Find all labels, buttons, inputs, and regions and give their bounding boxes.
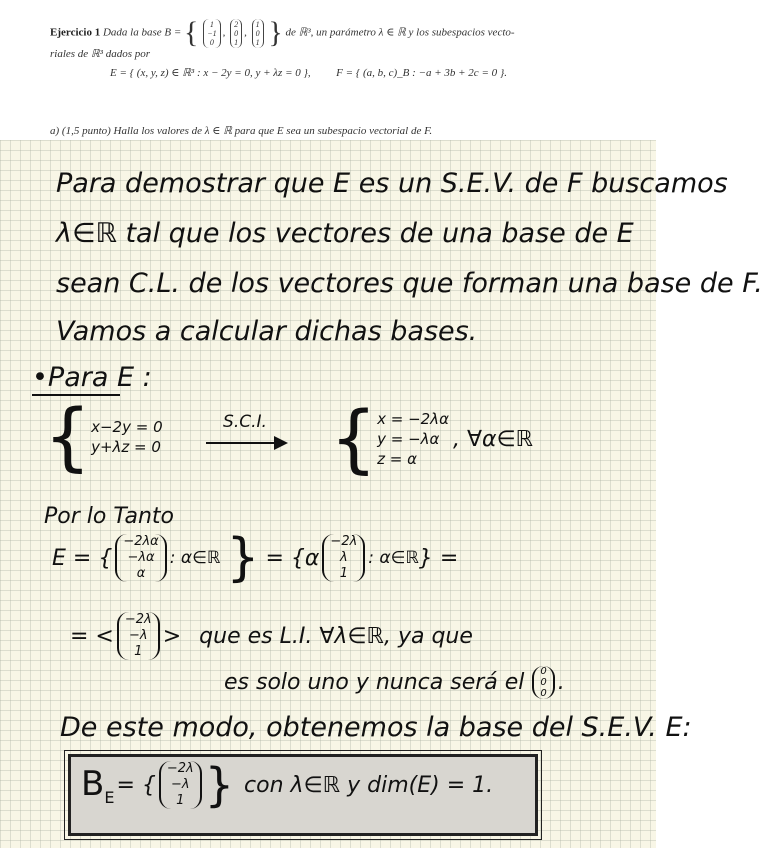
sci-label: S.C.I. [223, 412, 267, 432]
result-tail: con λ∈ℝ y dim(E) = 1. [244, 772, 494, 798]
E-condition-1: : α∈ℝ [169, 548, 221, 568]
li-reason [224, 666, 565, 699]
span-open: = < [70, 623, 114, 649]
close-brace-1: } [226, 528, 260, 588]
statement-intro: Dada la base [102, 26, 162, 39]
por-lo-tanto: Por lo Tanto [44, 504, 174, 529]
li-end: . [557, 670, 565, 695]
para-E-heading: •Para E : [32, 362, 152, 393]
E-vector-param: −2λα −λα α [115, 534, 166, 582]
span-vector: −2λ −λ 1 [117, 612, 160, 660]
equation-system [44, 394, 163, 480]
system-brace: { [44, 394, 92, 480]
li-reason-text: es solo uno y nunca será el [224, 670, 525, 695]
zero-vector: 0 0 0 [532, 666, 554, 699]
solution-x: x = −2λα [377, 410, 449, 428]
result-box [68, 754, 538, 836]
span-close: > [162, 623, 182, 649]
E-eq-end: } = [418, 545, 459, 571]
result-eq: = { [116, 772, 156, 798]
equation-1: x−2y = 0 [91, 418, 163, 436]
solution-y: y = −λα [377, 430, 440, 448]
E-eq-mid: = {α [265, 545, 320, 571]
sci-arrow [206, 412, 284, 444]
E-vector-factored: −2λ λ 1 [322, 534, 365, 582]
F-definition: F = { (a, b, c)_B : −a + 3b + 2c = 0 }. [336, 67, 508, 79]
handwritten-notes [0, 140, 763, 848]
basis-result [81, 758, 494, 812]
statement-line-1: Ejercicio 1 Dada la base B = { 1 −1 0 , 2 0 1 , 1 0 1 } de ℝ³, un parámetro λ ∈ ℝ y los subespacios vecto- [50, 16, 515, 49]
question-a: a) (1,5 punto) Halla los valores de λ ∈ ℝ para que E sea un subespacio vectorial de F. [50, 125, 433, 137]
basis-vector-2: 2 0 1 [230, 19, 242, 48]
open-brace: { [184, 16, 199, 49]
solution-brace: { [330, 396, 378, 482]
basis-vector-3: 1 0 1 [252, 19, 264, 48]
statement-line-2: riales de ℝ³ dados por [50, 48, 151, 60]
note-line-1: Para demostrar que E es un S.E.V. de F buscamos [56, 168, 728, 199]
E-set-expression [52, 528, 459, 588]
li-statement: que es L.I. ∀λ∈ℝ, ya que [199, 623, 473, 649]
result-close-brace: } [204, 758, 235, 812]
basis-vector-1: 1 −1 0 [203, 19, 220, 48]
basis-symbol-B: $B_E$ [81, 763, 115, 807]
result-vector: −2λ −λ 1 [159, 761, 202, 809]
solution-z: z = α [377, 450, 417, 468]
E-condition-2: : α∈ℝ [368, 548, 419, 568]
close-brace: } [268, 16, 283, 49]
note-line-2: λ∈ℝ tal que los vectores de una base de E [56, 218, 634, 249]
exercise-label: Ejercicio 1 [50, 26, 101, 39]
parametric-solution [330, 396, 534, 482]
subspace-definitions [110, 66, 507, 79]
E-definition: E = { (x, y, z) ∈ ℝ³ : x − 2y = 0, y + λz = 0 }, [110, 67, 311, 79]
basis-symbol: B = [164, 26, 182, 39]
span-expression [70, 612, 473, 660]
forall-alpha: , ∀α∈ℝ [452, 426, 534, 452]
E-eq-left: E = { [52, 545, 113, 571]
problem-statement [0, 0, 656, 140]
note-line-4: Vamos a calcular dichas bases. [56, 316, 478, 347]
statement-tail: de ℝ³, un parámetro λ ∈ ℝ y los subespacios vecto- [285, 26, 515, 39]
arrow-icon [206, 442, 284, 444]
note-line-3: sean C.L. de los vectores que forman una base de F. [56, 268, 763, 299]
conclusion-line: De este modo, obtenemos la base del S.E.V. E: [60, 712, 692, 743]
equation-2: y+λz = 0 [91, 438, 161, 456]
